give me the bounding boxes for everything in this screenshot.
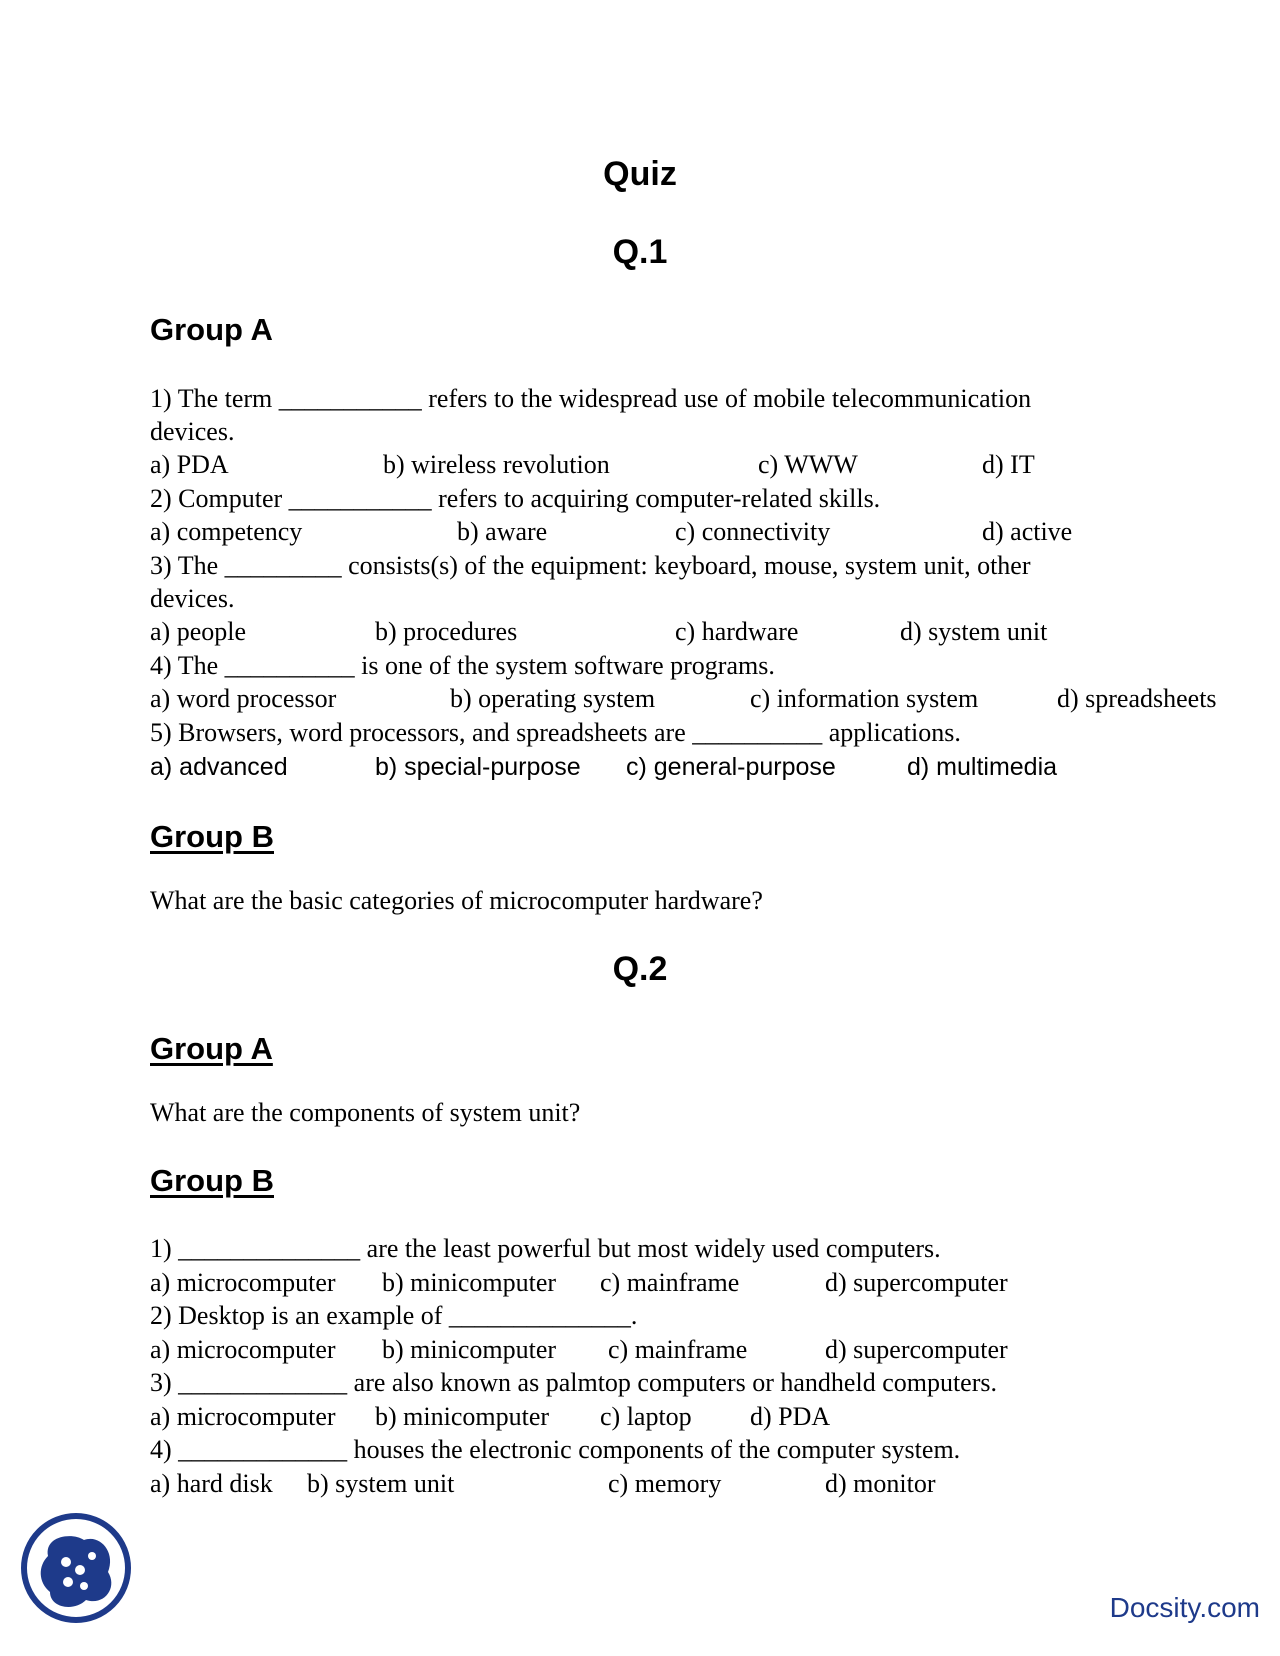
option-a: a) people [150,617,247,646]
q1-a-question-1-line-1: 1) The term ___________ refers to the widespread use of mobile telecommunication [150,384,1032,413]
option-b: b) aware [457,517,548,546]
option-c: c) laptop [600,1402,692,1431]
option-c: c) connectivity [675,517,831,546]
option-a: a) hard disk [150,1469,273,1498]
option-c: c) hardware [675,617,799,646]
option-a: a) PDA [150,450,229,479]
option-a: a) advanced [150,753,288,781]
q2-b-question-2: 2) Desktop is an example of ______________. [150,1301,638,1330]
option-a: a) competency [150,517,303,546]
option-b: b) minicomputer [375,1402,550,1431]
option-d: d) IT [982,450,1035,479]
option-c: c) WWW [758,450,858,479]
q2-b-question-1: 1) ______________ are the least powerful but most widely used computers. [150,1234,941,1263]
docsity-logo-icon[interactable] [20,1512,132,1624]
q1-a-question-3-line-2: devices. [150,584,235,613]
q1-group-b-heading: Group B [150,819,274,854]
option-b: b) minicomputer [382,1268,557,1297]
q1-a-question-4: 4) The __________ is one of the system software programs. [150,651,775,680]
option-c: c) mainframe [600,1268,740,1297]
docsity-brand-link[interactable]: Docsity.com [1109,1592,1260,1623]
option-c: c) general-purpose [626,753,836,781]
q1-group-a-heading: Group A [150,312,273,347]
q2-group-b-heading: Group B [150,1163,274,1198]
option-a: a) microcomputer [150,1402,336,1431]
option-b: b) minicomputer [382,1335,557,1364]
q2-group-a-heading: Group A [150,1031,273,1066]
option-b: b) procedures [375,617,518,646]
option-d: d) supercomputer [825,1268,1008,1297]
option-b: b) special-purpose [375,753,581,781]
q1-b-question: What are the basic categories of microcomputer hardware? [150,886,763,915]
q1-a-question-2: 2) Computer ___________ refers to acquiring computer-related skills. [150,484,881,513]
option-c: c) mainframe [608,1335,748,1364]
option-d: d) system unit [900,617,1048,646]
q1-a-question-3-line-1: 3) The _________ consists(s) of the equipment: keyboard, mouse, system unit, other [150,551,1031,580]
q2-a-question: What are the components of system unit? [150,1098,581,1127]
option-d: d) monitor [825,1469,936,1498]
option-a: a) microcomputer [150,1268,336,1297]
option-d: d) supercomputer [825,1335,1008,1364]
option-d: d) active [982,517,1073,546]
q1-a-question-5: 5) Browsers, word processors, and spreadsheets are __________ applications. [150,718,961,747]
q2-heading: Q.2 [612,950,668,988]
option-b: b) system unit [307,1469,455,1498]
option-d: d) PDA [750,1402,831,1431]
option-d: d) multimedia [907,753,1058,781]
q2-b-question-4: 4) _____________ houses the electronic components of the computer system. [150,1435,961,1464]
option-d: d) spreadsheets [1057,684,1217,713]
option-c: c) memory [608,1469,722,1498]
page-title: Quiz [603,155,677,193]
option-a: a) microcomputer [150,1335,336,1364]
option-c: c) information system [750,684,979,713]
q1-heading: Q.1 [612,233,668,271]
option-b: b) wireless revolution [383,450,610,479]
q2-b-question-3: 3) _____________ are also known as palmtop computers or handheld computers. [150,1368,997,1397]
option-a: a) word processor [150,684,337,713]
option-b: b) operating system [450,684,656,713]
q1-a-question-1-line-2: devices. [150,417,235,446]
